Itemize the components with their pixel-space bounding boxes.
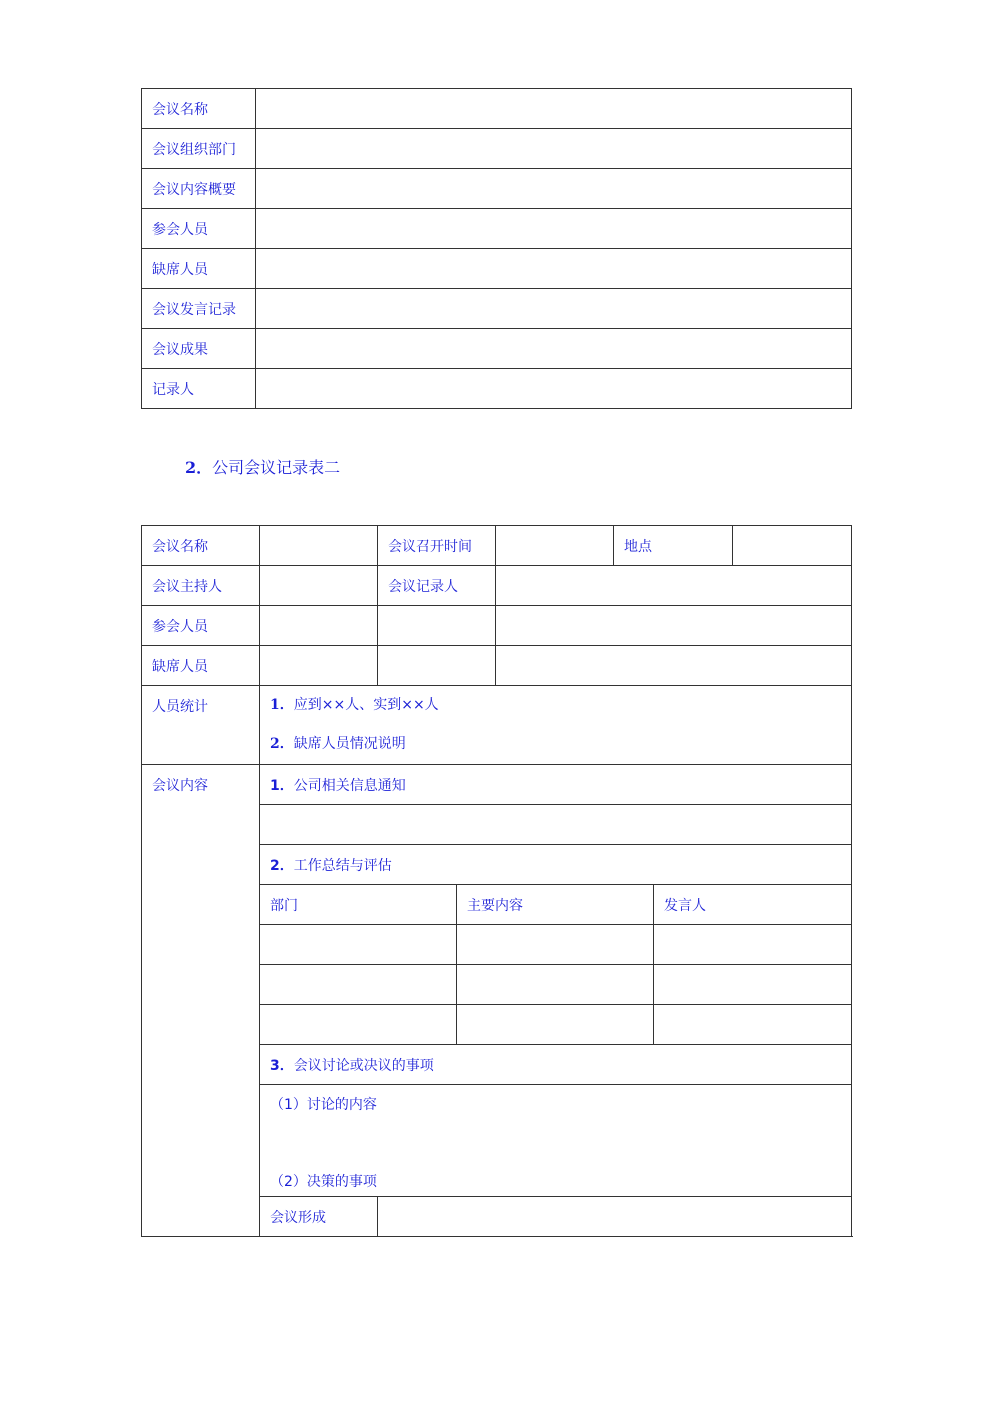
section-number: 2． <box>185 458 213 477</box>
sub-cell[interactable] <box>654 1005 852 1045</box>
row-label: 会议发言记录 <box>142 289 256 329</box>
attendees-cell[interactable] <box>378 606 496 646</box>
discussion-cell[interactable] <box>260 1085 852 1197</box>
row-label: 会议名称 <box>142 89 256 129</box>
sub-header-speaker: 发言人 <box>654 885 852 925</box>
table-row <box>142 329 852 369</box>
formation-label: 会议形成 <box>260 1197 378 1237</box>
recorder-cell[interactable] <box>496 566 852 606</box>
table-row <box>142 169 852 209</box>
item-text: 会议讨论或决议的事项 <box>293 1057 434 1074</box>
meeting-time-cell[interactable] <box>496 526 614 566</box>
item-text: 公司相关信息通知 <box>293 777 406 794</box>
sub-cell[interactable] <box>457 925 654 965</box>
attendees-label: 参会人员 <box>142 606 260 646</box>
meeting-name-label: 会议名称 <box>142 526 260 566</box>
meeting-name-cell[interactable] <box>260 526 378 566</box>
table-row <box>142 369 852 409</box>
item-number: 1． <box>270 777 294 794</box>
stats-item <box>270 686 851 725</box>
sub-cell[interactable] <box>457 1005 654 1045</box>
table-row <box>142 686 852 765</box>
item-text: 缺席人员情况说明 <box>293 736 406 752</box>
attendees-cell[interactable] <box>496 606 852 646</box>
item-number: 2． <box>270 736 294 752</box>
stats-label: 人员统计 <box>142 686 260 765</box>
host-label: 会议主持人 <box>142 566 260 606</box>
stats-item <box>270 725 851 764</box>
absentees-cell[interactable] <box>260 646 378 686</box>
row-value-cell[interactable] <box>256 369 852 409</box>
location-label: 地点 <box>614 526 733 566</box>
host-cell[interactable] <box>260 566 378 606</box>
table-row <box>142 765 852 805</box>
row-value-cell[interactable] <box>256 169 852 209</box>
sub-header-department: 部门 <box>260 885 457 925</box>
item-text: 工作总结与评估 <box>293 857 392 874</box>
sub-cell[interactable] <box>457 965 654 1005</box>
row-label: 会议组织部门 <box>142 129 256 169</box>
table-row <box>142 129 852 169</box>
sub-cell[interactable] <box>260 1005 457 1045</box>
location-cell[interactable] <box>733 526 852 566</box>
table-row <box>142 566 852 606</box>
table-row <box>142 209 852 249</box>
row-value-cell[interactable] <box>256 249 852 289</box>
spacer <box>270 1119 851 1168</box>
absentees-cell[interactable] <box>378 646 496 686</box>
row-label: 会议内容概要 <box>142 169 256 209</box>
row-value-cell[interactable] <box>256 329 852 369</box>
notice-cell[interactable] <box>260 805 852 845</box>
row-label: 参会人员 <box>142 209 256 249</box>
attendees-cell[interactable] <box>260 606 378 646</box>
absentees-label: 缺席人员 <box>142 646 260 686</box>
table-row <box>142 89 852 129</box>
stats-cell[interactable] <box>260 686 852 765</box>
table-row <box>142 646 852 686</box>
sub-cell[interactable] <box>654 925 852 965</box>
sub-cell[interactable] <box>654 965 852 1005</box>
sub-cell[interactable] <box>260 925 457 965</box>
discuss-label: （1）讨论的内容 <box>270 1097 377 1113</box>
recorder-label: 会议记录人 <box>378 566 496 606</box>
section-title: 公司会议记录表二 <box>212 458 341 477</box>
table-row <box>142 606 852 646</box>
meeting-record-table-1 <box>141 88 852 409</box>
content-item <box>260 765 852 805</box>
row-value-cell[interactable] <box>256 129 852 169</box>
content-item <box>260 845 852 885</box>
item-text: 应到××人、实到××人 <box>293 697 439 713</box>
section-heading <box>185 455 340 478</box>
table-row <box>142 249 852 289</box>
row-label: 会议成果 <box>142 329 256 369</box>
decide-label: （2）决策的事项 <box>270 1174 377 1190</box>
row-value-cell[interactable] <box>256 89 852 129</box>
table-row <box>142 289 852 329</box>
content-item <box>260 1045 852 1085</box>
item-number: 1． <box>270 697 294 713</box>
meeting-time-label: 会议召开时间 <box>378 526 496 566</box>
content-label: 会议内容 <box>142 765 260 1237</box>
sub-header-main-content: 主要内容 <box>457 885 654 925</box>
absentees-cell[interactable] <box>496 646 852 686</box>
row-value-cell[interactable] <box>256 289 852 329</box>
formation-cell[interactable] <box>378 1197 852 1237</box>
sub-cell[interactable] <box>260 965 457 1005</box>
item-number: 3． <box>270 1057 294 1074</box>
row-label: 缺席人员 <box>142 249 256 289</box>
table-row <box>142 526 852 566</box>
meeting-record-table-2 <box>141 525 852 1237</box>
item-number: 2． <box>270 857 294 874</box>
row-value-cell[interactable] <box>256 209 852 249</box>
row-label: 记录人 <box>142 369 256 409</box>
